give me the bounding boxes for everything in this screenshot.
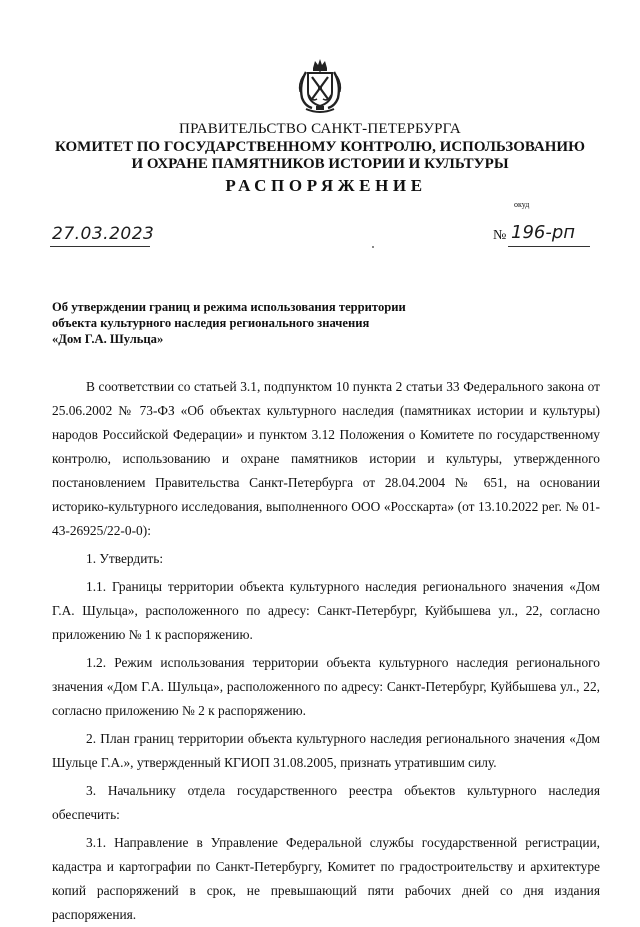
document-body xyxy=(52,375,600,927)
subject-line: объекта культурного наследия регионального значения xyxy=(52,316,370,330)
subject-line: Об утверждении границ и режима использования территории xyxy=(52,300,406,314)
clause-1: 1. Утвердить: xyxy=(86,551,164,566)
subject-line: «Дом Г.А. Шульца» xyxy=(52,332,164,346)
clause-3: 3. Начальнику отдела государственного реестра объектов культурного наследия обеспечить: xyxy=(52,783,600,822)
document-date: 27.03.2023 xyxy=(52,224,155,244)
number-underline xyxy=(508,246,590,247)
clause-3-1: 3.1. Направление в Управление Федеральной службы государственной регистрации, кадастра и картографии по Санкт-Петербургу, Комитет по градостроительству и архитектуре копий распоряжений в срок, не превышающий пяти рабочих дней со дня издания распоряжения. xyxy=(52,835,600,922)
document-number: 196-рп xyxy=(511,222,576,243)
committee-title-line-2: И ОХРАНЕ ПАМЯТНИКОВ ИСТОРИИ И КУЛЬТУРЫ xyxy=(131,156,509,172)
date-underline xyxy=(50,246,150,247)
committee-title-line-1: КОМИТЕТ ПО ГОСУДАРСТВЕННОМУ КОНТРОЛЮ, ИСПОЛЬЗОВАНИЮ xyxy=(55,139,585,155)
government-title: ПРАВИТЕЛЬСТВО САНКТ-ПЕТЕРБУРГА xyxy=(179,121,461,137)
speck-mark xyxy=(372,246,374,248)
okud-label: окуд xyxy=(514,200,530,209)
document-type-title: РАСПОРЯЖЕНИЕ xyxy=(225,176,427,195)
clause-1-2: 1.2. Режим использования территории объекта культурного наследия регионального значения «Дом Г.А. Шульца», расположенного по адресу: Санкт-Петербург, Куйбышева ул., 22, согласно приложению № 2 к распоряжению. xyxy=(52,655,600,718)
clause-1-1: 1.1. Границы территории объекта культурного наследия регионального значения «Дом Г.А. Шульца», расположенного по адресу: Санкт-Петербург, Куйбышева ул., 22, согласно приложению № 1 к распоряжению. xyxy=(52,579,600,642)
clause-2: 2. План границ территории объекта культурного наследия регионального значения «Дом Шульце Г.А.», утвержденный КГИОП 31.08.2005, признать утратившим силу. xyxy=(52,731,600,770)
subject-block xyxy=(52,299,472,347)
saint-petersburg-coat-of-arms-icon xyxy=(296,58,344,116)
number-sign: № xyxy=(493,228,507,243)
preamble-paragraph: В соответствии со статьей 3.1, подпунктом 10 пункта 2 статьи 33 Федерального закона от 25.06.2002 № 73-ФЗ «Об объектах культурного наследия (памятниках истории и культуры) народов Российской Федерации» и пунктом 3.12 Положения о Комитете по государственному контролю, использованию и охране памятников истории и культуры, утвержденного постановлением Правительства Санкт-Петербурга от 28.04.2004 № 651, на основании историко-культурного исследования, выполненного ООО «Росскарта» (от 13.10.2022 рег. № 01-43-26925/22-0-0): xyxy=(52,379,600,538)
